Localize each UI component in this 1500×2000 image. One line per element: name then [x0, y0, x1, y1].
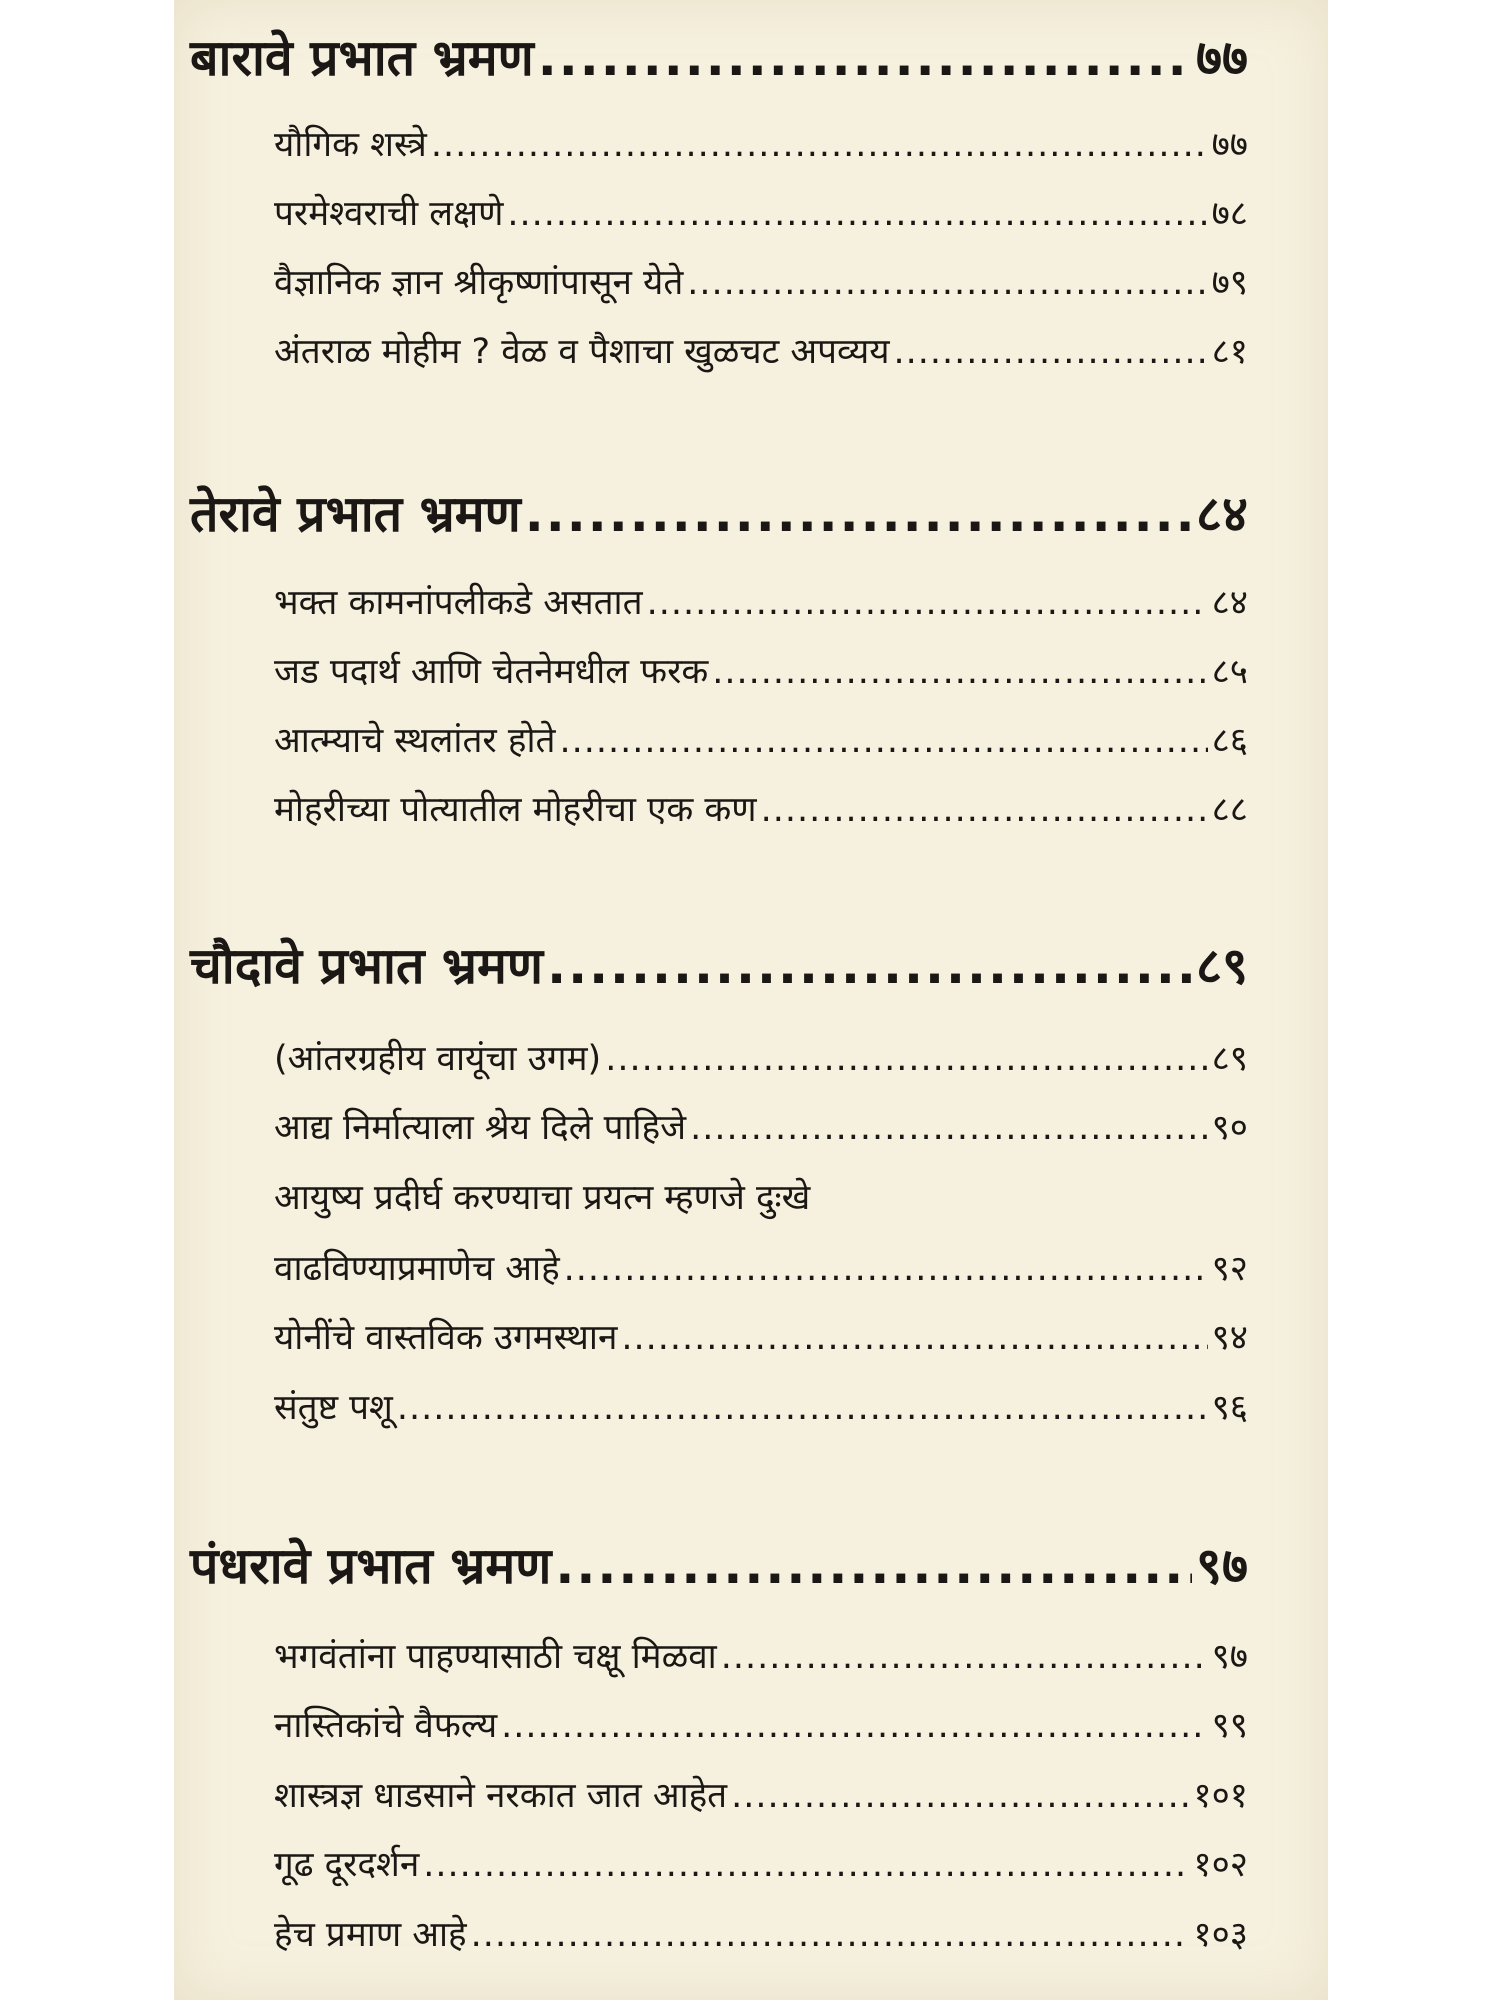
page-number: ७९ — [1211, 263, 1248, 303]
toc-entry — [274, 1034, 1248, 1081]
dot-leader — [761, 790, 1208, 830]
page-number: ९९ — [1211, 1706, 1248, 1746]
page-number: ९७ — [1211, 1637, 1248, 1677]
page-number: ८४ — [1196, 485, 1248, 543]
page-number: १०१ — [1193, 1776, 1248, 1816]
dot-leader — [423, 1845, 1189, 1885]
page-number: ८९ — [1196, 937, 1248, 995]
page-number: ९६ — [1211, 1388, 1248, 1428]
entry-title: परमेश्वराची लक्षणे — [274, 194, 504, 234]
dot-leader — [547, 937, 1192, 995]
entry-title: जड पदार्थ आणि चेतनेमधील फरक — [274, 652, 709, 692]
entry-title: वैज्ञानिक ज्ञान श्रीकृष्णांपासून येते — [274, 263, 684, 303]
dot-leader — [525, 485, 1192, 543]
entry-title: भगवंतांना पाहण्यासाठी चक्षू मिळवा — [274, 1637, 717, 1677]
toc-entry — [274, 189, 1248, 236]
dot-leader — [721, 1637, 1208, 1677]
toc-entry — [274, 258, 1248, 305]
entry-title: भक्त कामनांपलीकडे असतात — [274, 583, 643, 623]
section-title: चौदावे प्रभात भ्रमण — [190, 937, 544, 995]
page-number: ८४ — [1211, 583, 1248, 623]
toc-entry — [274, 578, 1248, 625]
entry-title: अंतराळ मोहीम ? वेळ व पैशाचा खुळचट अपव्यय — [274, 332, 890, 372]
dot-leader — [712, 652, 1207, 692]
dot-leader — [538, 29, 1192, 87]
section-title: तेरावे प्रभात भ्रमण — [190, 485, 521, 543]
dot-leader — [647, 583, 1208, 623]
page-number: ८९ — [1211, 1039, 1248, 1079]
page-number: ९७ — [1196, 1537, 1248, 1595]
dot-leader — [564, 1249, 1208, 1289]
toc-entry — [274, 1771, 1248, 1818]
toc-entry — [274, 785, 1248, 832]
toc-entry — [274, 1701, 1248, 1748]
toc-entry — [274, 716, 1248, 763]
dot-leader — [621, 1318, 1207, 1358]
section-heading — [190, 930, 1248, 998]
page-number: ९४ — [1211, 1318, 1248, 1358]
toc-entry — [274, 1840, 1248, 1887]
page-number: ७७ — [1196, 29, 1248, 87]
toc-entry — [274, 1103, 1248, 1150]
toc-entry — [274, 327, 1248, 374]
dot-leader — [501, 1706, 1207, 1746]
dot-leader — [605, 1039, 1207, 1079]
page-number: ७८ — [1211, 194, 1248, 234]
page-number: ८५ — [1211, 652, 1248, 692]
entry-title: शास्त्रज्ञ धाडसाने नरकात जात आहेत — [274, 1776, 728, 1816]
toc-entry — [274, 1383, 1248, 1430]
section-heading — [190, 478, 1248, 546]
toc-entry — [274, 1910, 1248, 1957]
dot-leader — [731, 1776, 1189, 1816]
dot-leader — [507, 194, 1207, 234]
toc-entry — [274, 1632, 1248, 1679]
page-number: १०३ — [1193, 1915, 1248, 1955]
entry-title: नास्तिकांचे वैफल्य — [274, 1706, 498, 1746]
section-title: पंधरावे प्रभात भ्रमण — [190, 1537, 552, 1595]
dot-leader — [555, 1537, 1192, 1595]
page-number: ९२ — [1211, 1249, 1248, 1289]
dot-leader — [690, 1108, 1207, 1148]
toc-entry-line: आयुष्य प्रदीर्घ करण्याचा प्रयत्न म्हणजे दुःखे — [274, 1178, 811, 1218]
entry-title: (आंतरग्रहीय वायूंचा उगम) — [274, 1039, 602, 1079]
dot-leader — [431, 125, 1208, 165]
section-heading — [190, 1530, 1248, 1598]
entry-title: आद्य निर्मात्याला श्रेय दिले पाहिजे — [274, 1108, 687, 1148]
entry-title: हेच प्रमाण आहे — [274, 1915, 467, 1955]
dot-leader — [687, 263, 1207, 303]
entry-title: गूढ दूरदर्शन — [274, 1845, 420, 1885]
toc-entry — [274, 1313, 1248, 1360]
page-number: १०२ — [1193, 1845, 1248, 1885]
page-number: ८१ — [1211, 332, 1248, 372]
dot-leader — [397, 1388, 1208, 1428]
entry-title: योनींचे वास्तविक उगमस्थान — [274, 1318, 618, 1358]
toc-entry — [274, 120, 1248, 167]
page-number: ७७ — [1211, 125, 1248, 165]
toc-entry — [274, 1244, 1248, 1291]
dot-leader — [471, 1915, 1190, 1955]
dot-leader — [894, 332, 1208, 372]
section-title: बारावे प्रभात भ्रमण — [190, 29, 534, 87]
entry-title: संतुष्ट पशू — [274, 1388, 393, 1428]
dot-leader — [559, 721, 1207, 761]
entry-title: वाढविण्याप्रमाणेच आहे — [274, 1249, 560, 1289]
entry-title: मोहरीच्या पोत्यातील मोहरीचा एक कण — [274, 790, 757, 830]
entry-title: आत्म्याचे स्थलांतर होते — [274, 721, 556, 761]
section-heading — [190, 22, 1248, 90]
page-number: ८६ — [1211, 721, 1248, 761]
entry-title: यौगिक शस्त्रे — [274, 125, 427, 165]
page-number: ८८ — [1211, 790, 1248, 830]
page-number: ९० — [1211, 1108, 1248, 1148]
toc-entry — [274, 647, 1248, 694]
